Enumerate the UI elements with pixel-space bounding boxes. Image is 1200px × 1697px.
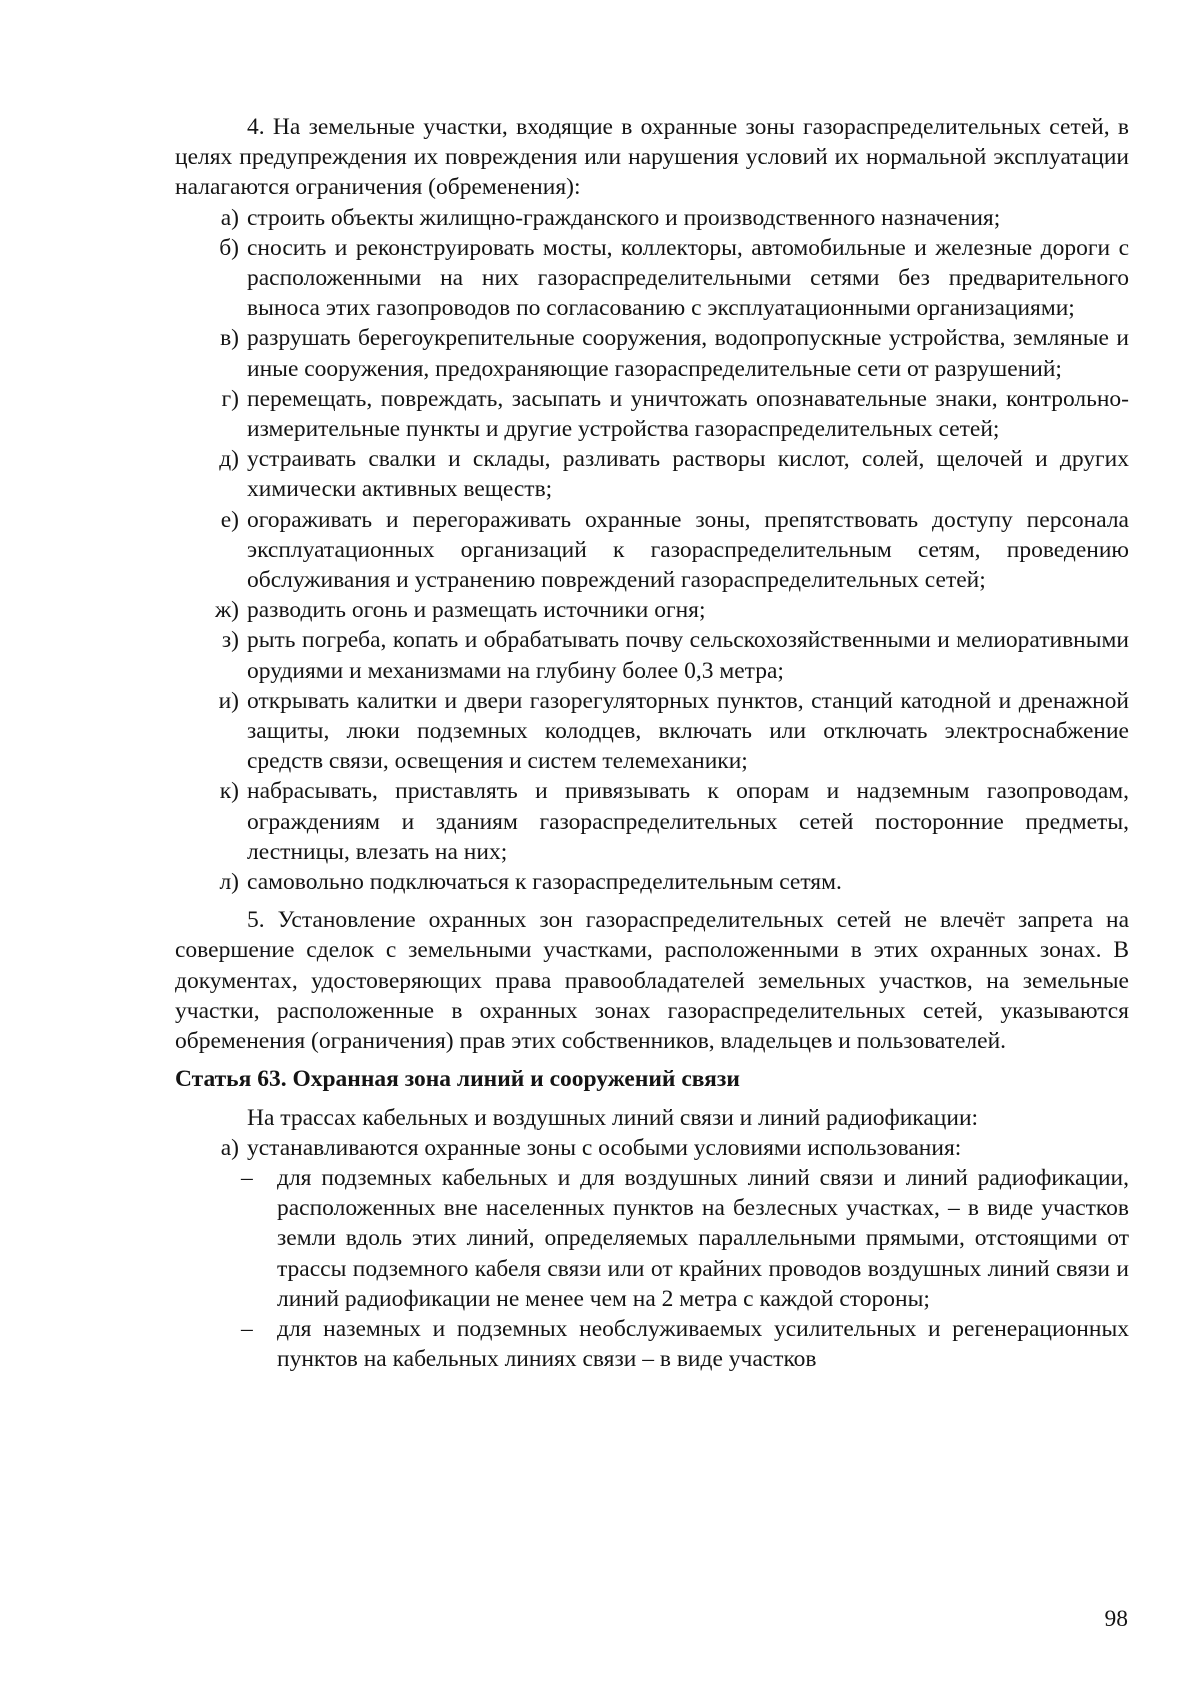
list-marker: б) <box>219 234 239 261</box>
list-item <box>175 1163 1129 1314</box>
list-item-text: для подземных кабельных и для воздушных линий связи и линий радиофикации, расположенных вне населенных пунктов на безлесных участках, – в виде участков земли вдоль этих линий, определяемых параллельными прямыми, отстоящими от трассы подземного кабеля связи или от крайних проводов воздушных линий связи и линий радиофикации не менее чем на 2 метра с каждой стороны; <box>277 1164 1129 1312</box>
restrictions-list <box>175 203 1129 898</box>
list-item <box>175 203 1129 233</box>
list-marker: ж) <box>214 597 239 624</box>
list-marker: г) <box>221 385 239 412</box>
list-item-text: разводить огонь и размещать источники огня; <box>247 597 706 624</box>
paragraph-5: 5. Установление охранных зон газораспределительных сетей не влечёт запрета на совершение сделок с земельными участками, расположенными в этих охранных зонах. В документах, удостоверяющих права правообладателей земельных участков, на земельные участки, расположенные в охранных зонах газораспределительных сетей, указываются обременения (ограничения) прав этих собственников, владельцев и пользователей. <box>175 907 1129 1055</box>
list-item-text: для наземных и подземных необслуживаемых усилительных и регенерационных пунктов на кабельных линиях связи – в виде участков <box>277 1315 1129 1373</box>
list-item-text: устанавливаются охранные зоны с особыми условиями использования: <box>247 1134 962 1161</box>
list-item <box>175 233 1129 324</box>
list-item <box>175 505 1129 596</box>
page-number: 98 <box>1104 1606 1128 1632</box>
list-item <box>175 776 1129 867</box>
list-item <box>175 625 1129 685</box>
list-marker: а) <box>220 1134 239 1161</box>
document-page <box>175 112 1129 1374</box>
dash-marker: – <box>241 1315 253 1342</box>
article-63-heading: Статья 63. Охранная зона линий и сооружений связи <box>175 1066 740 1093</box>
list-item <box>175 595 1129 625</box>
list-item <box>175 867 1129 897</box>
list-item-text: устраивать свалки и склады, разливать растворы кислот, солей, щелочей и других химически активных веществ; <box>247 446 1129 503</box>
article-63-list <box>175 1133 1129 1163</box>
list-item-text: рыть погреба, копать и обрабатывать почву сельскохозяйственными и мелиоративными орудиями и механизмами на глубину более 0,3 метра; <box>247 627 1129 684</box>
list-item-text: самовольно подключаться к газораспределительным сетям. <box>247 869 842 896</box>
dash-marker: – <box>241 1164 253 1191</box>
list-item-text: сносить и реконструировать мосты, коллекторы, автомобильные и железные дороги с расположенными на них газораспределительными сетями без предварительного выноса этих газопроводов по согласованию с эксплуатационными организациями; <box>247 234 1129 322</box>
list-marker: з) <box>221 627 239 654</box>
article-63-dash-list <box>175 1163 1129 1374</box>
list-item <box>175 686 1129 777</box>
list-item <box>175 1133 1129 1163</box>
list-item-text: перемещать, повреждать, засыпать и уничтожать опознавательные знаки, контрольно-измерительные пункты и другие устройства газораспределительных сетей; <box>247 385 1129 443</box>
list-marker: и) <box>218 687 239 714</box>
list-item <box>175 444 1129 504</box>
list-item-text: набрасывать, приставлять и привязывать к опорам и надземным газопроводам, ограждениям и зданиям газораспределительных сетей посторонние предметы, лестницы, влезать на них; <box>247 778 1129 865</box>
list-marker: л) <box>219 869 239 896</box>
list-marker: д) <box>219 446 239 473</box>
list-marker: в) <box>220 325 239 352</box>
list-item <box>175 1314 1129 1374</box>
list-item <box>175 384 1129 444</box>
list-marker: к) <box>219 778 239 805</box>
article-63-intro: На трассах кабельных и воздушных линий связи и линий радиофикации: <box>247 1104 979 1131</box>
list-item-text: открывать калитки и двери газорегуляторных пунктов, станций катодной и дренажной защиты, люки подземных колодцев, включать или отключать электроснабжение средств связи, освещения и систем телемеханики; <box>247 687 1129 775</box>
list-item <box>175 323 1129 383</box>
paragraph-4: 4. На земельные участки, входящие в охранные зоны газораспределительных сетей, в целях предупреждения их повреждения или нарушения условий их нормальной эксплуатации налагаются ограничения (обременения): <box>175 114 1129 201</box>
list-marker: е) <box>220 506 239 533</box>
list-item-text: разрушать берегоукрепительные сооружения, водопропускные устройства, земляные и иные сооружения, предохраняющие газораспределительные сети от разрушений; <box>247 325 1129 382</box>
list-item-text: огораживать и перегораживать охранные зоны, препятствовать доступу персонала эксплуатационных организаций к газораспределительным сетям, проведению обслуживания и устранению повреждений газораспределительных сетей; <box>247 506 1129 594</box>
list-item-text: строить объекты жилищно-гражданского и производственного назначения; <box>247 204 1001 231</box>
list-marker: а) <box>220 204 239 231</box>
